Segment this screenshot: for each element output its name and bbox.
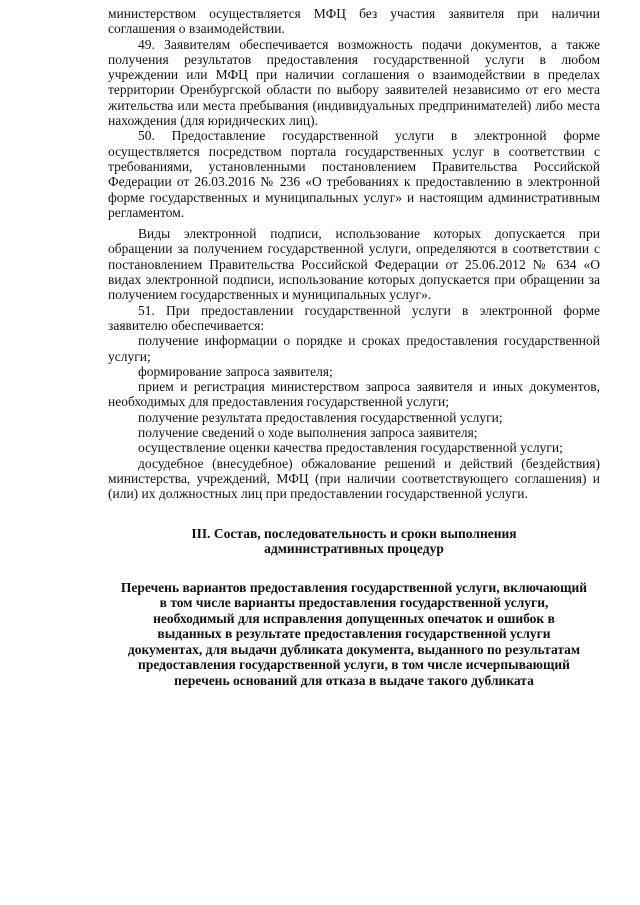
subsection-heading: Перечень вариантов предоставления государственной услуги, включающий в том числе варианты предоставления государственной услуги, необходимый для исправления допущенных опечаток и ошибок в выданных в результате предоставления государственной услуги документах, для выдачи дубликата документа, выданного по результатам предоставления государственной услуги, в том числе исчерпывающий перечень оснований для отказа в выдаче такого дубликата — [120, 579, 588, 688]
paragraph: получение результата предоставления государственной услуги; — [138, 409, 503, 425]
paragraph: 50. Предоставление государственной услуги в электронной форме осуществляется посредством портала государственных услуг в соответствии с требованиями, установленными постановлением Правительства Российской Федерации от 26.03.2016 № 236 «О требованиях к предоставлению в электронной форме государственных и муниципальных услуг» и настоящим административным регламентом. — [108, 128, 600, 220]
paragraph: формирование запроса заявителя; — [138, 363, 333, 379]
document-page — [108, 6, 600, 688]
paragraph: 49. Заявителям обеспечивается возможность подачи документов, а также получения результатов предоставления государственной услуги в любом учреждении или МФЦ при наличии соглашения о взаимодействии в пределах территории Оренбургской области по выбору заявителей независимо от его места жительства или места пребывания (индивидуальных предпринимателей) либо места нахождения (для юридических лиц). — [108, 36, 600, 129]
paragraph: министерством осуществляется МФЦ без участия заявителя при наличии соглашения о взаимодействии. — [108, 6, 600, 37]
paragraph: осуществление оценки качества предоставления государственной услуги; — [138, 440, 563, 456]
paragraph: получение сведений о ходе выполнения запроса заявителя; — [138, 425, 478, 441]
section-heading: III. Состав, последовательность и сроки выполнения административных процедур — [191, 525, 517, 556]
paragraph: получение информации о порядке и сроках предоставления государственной услуги; — [108, 333, 600, 364]
body-text — [108, 6, 600, 502]
paragraph: прием и регистрация министерством запроса заявителя и иных документов, необходимых для предоставления государственной услуги; — [108, 379, 600, 410]
paragraph: досудебное (внесудебное) обжалование решений и действий (бездействия) министерства, учреждений, МФЦ (при наличии соответствующего соглашения) и (или) их должностных лиц при предоставлении государственной услуги. — [108, 455, 600, 502]
paragraph: 51. При предоставлении государственной услуги в электронной форме заявителю обеспечивается: — [108, 302, 600, 333]
paragraph: Виды электронной подписи, использование которых допускается при обращении за получением государственной услуги, определяются в соответствии с постановлением Правительства Российской Федерации от 25.06.2012 № 634 «О видах электронной подписи, использование которых допускается при обращении за получением государственных и муниципальных услуг». — [108, 226, 600, 303]
